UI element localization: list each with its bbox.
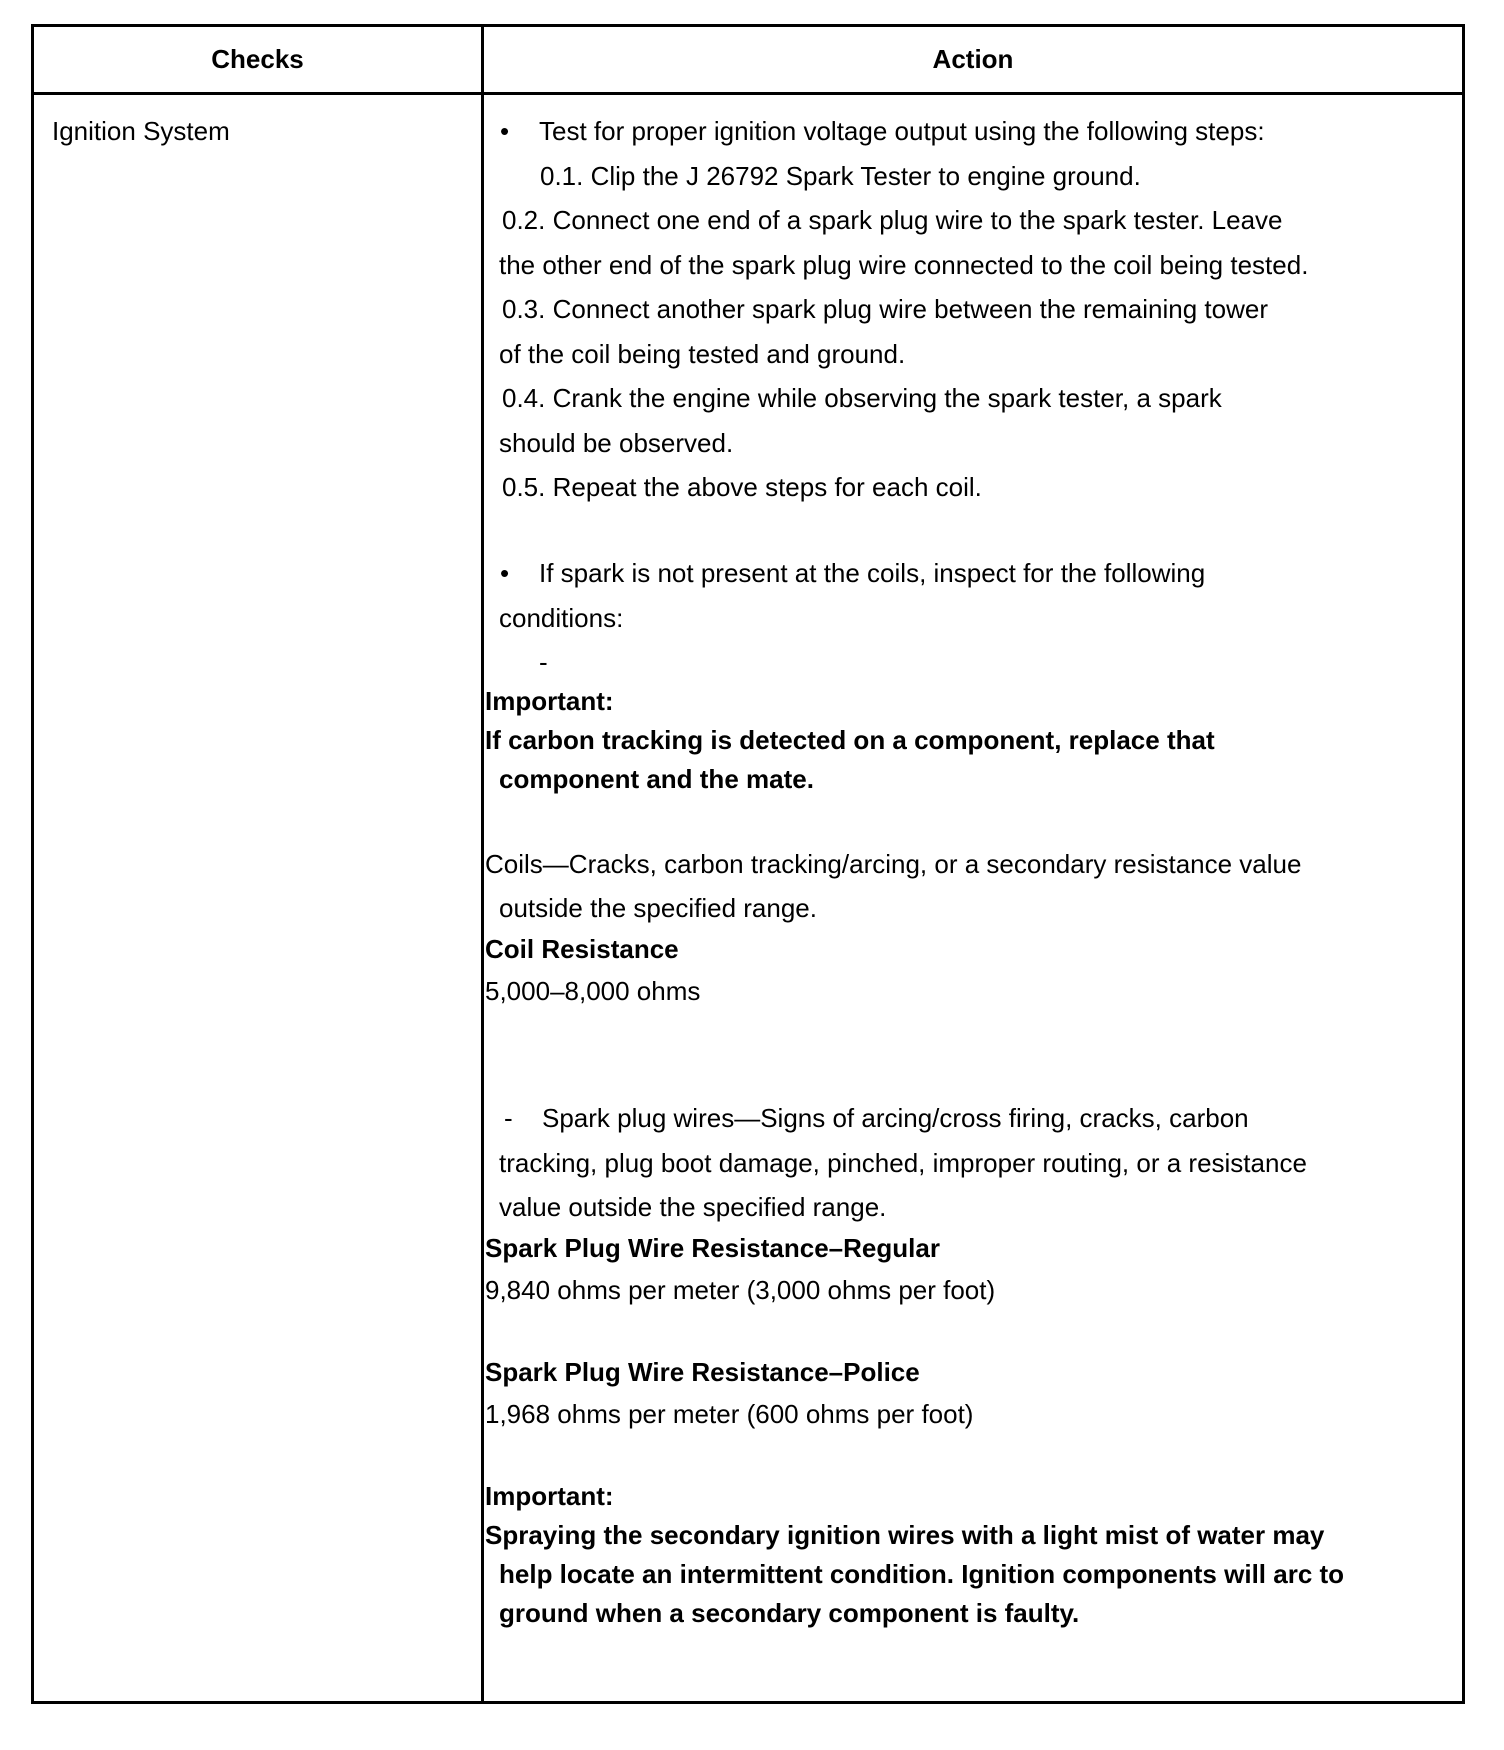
coils-line2: outside the specified range.: [499, 893, 817, 923]
checks-action-table: [31, 24, 1465, 1704]
steps-intro: Test for proper ignition voltage output using the following steps:: [539, 116, 1265, 146]
important-text-line3: ground when a secondary component is faulty.: [499, 1598, 1080, 1628]
inspect-intro-line2: conditions:: [499, 603, 624, 633]
wire-regular-label: Spark Plug Wire Resistance–Regular: [485, 1233, 940, 1263]
step-line: 0.1. Clip the J 26792 Spark Tester to engine ground.: [540, 161, 1141, 191]
wires-line2: tracking, plug boot damage, pinched, improper routing, or a resistance: [499, 1148, 1307, 1178]
bullet-icon: •: [500, 558, 510, 588]
coil-resistance-value: 5,000–8,000 ohms: [485, 976, 701, 1006]
wire-regular-value: 9,840 ohms per meter (3,000 ohms per foot): [485, 1275, 996, 1305]
column-divider: [481, 27, 484, 1701]
coils-line1: Coils—Cracks, carbon tracking/arcing, or a secondary resistance value: [485, 849, 1302, 879]
step-line: the other end of the spark plug wire connected to the coil being tested.: [499, 250, 1309, 280]
check-ignition-system: Ignition System: [52, 116, 230, 146]
important-label: Important:: [485, 1481, 614, 1511]
header-checks: Checks: [211, 44, 304, 74]
dash-marker: -: [539, 647, 548, 677]
important-label: Important:: [485, 686, 614, 716]
bullet-icon: •: [500, 116, 510, 146]
wire-police-label: Spark Plug Wire Resistance–Police: [485, 1357, 920, 1387]
wire-police-value: 1,968 ohms per meter (600 ohms per foot): [485, 1399, 974, 1429]
dash-marker: -: [504, 1103, 513, 1133]
step-line: 0.2. Connect one end of a spark plug wire to the spark tester. Leave: [502, 205, 1283, 235]
step-line: 0.3. Connect another spark plug wire between the remaining tower: [502, 294, 1268, 324]
wires-line3: value outside the specified range.: [499, 1192, 887, 1222]
step-line: 0.5. Repeat the above steps for each coil.: [502, 472, 982, 502]
coil-resistance-label: Coil Resistance: [485, 934, 679, 964]
important-text-line1: Spraying the secondary ignition wires with a light mist of water may: [485, 1520, 1325, 1550]
wires-line1: Spark plug wires—Signs of arcing/cross firing, cracks, carbon: [542, 1103, 1249, 1133]
important-text-line2: help locate an intermittent condition. Ignition components will arc to: [499, 1559, 1345, 1589]
important-text-line2: component and the mate.: [499, 764, 814, 794]
step-line: of the coil being tested and ground.: [499, 339, 906, 369]
step-line: 0.4. Crank the engine while observing the spark tester, a spark: [502, 383, 1222, 413]
important-text-line1: If carbon tracking is detected on a component, replace that: [485, 725, 1215, 755]
step-line: should be observed.: [499, 428, 734, 458]
header-action: Action: [932, 44, 1014, 74]
inspect-intro-line1: If spark is not present at the coils, inspect for the following: [539, 558, 1206, 588]
header-divider: [34, 92, 1462, 95]
